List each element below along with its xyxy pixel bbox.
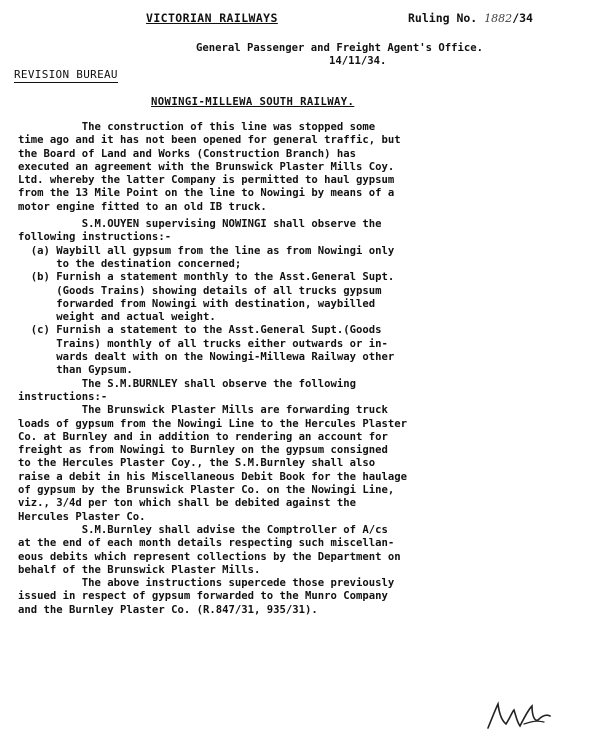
text-line: time ago and it has not been opened for general traffic, but (18, 134, 401, 147)
text-line: The above instructions supercede those previously (18, 577, 395, 590)
text-line: behalf of the Brunswick Plaster Mills. (18, 563, 261, 576)
text-line: of gypsum by the Brunswick Plaster Co. on the Nowingi Line, (18, 484, 395, 497)
text-line: Trains) monthly of all trucks either outwards or in- (18, 337, 388, 350)
text-line: Co. at Burnley and in addition to rendering an account for (18, 430, 388, 443)
text-line: issued in respect of gypsum forwarded to the Munro Company (18, 590, 388, 603)
list-item-a: (a) Waybill all gypsum from the line as from Nowingi only (18, 244, 395, 257)
text-line: raise a debit in his Miscellaneous Debit Book for the haulage (18, 470, 408, 483)
list-item-c: (c) Furnish a statement to the Asst.General Supt.(Goods (18, 324, 382, 337)
document-date: 14/11/34. (329, 55, 387, 68)
text-line: forwarded from Nowingi with destination, waybilled (18, 297, 376, 310)
text-line: loads of gypsum from the Nowingi Line to the Hercules Plaster (18, 417, 408, 430)
paragraph-burnley-instructions (18, 378, 584, 524)
document-title: VICTORIAN RAILWAYS (146, 11, 278, 25)
ruling-prefix: Ruling No. (408, 11, 478, 25)
ruling-number (408, 12, 533, 25)
office-name: General Passenger and Freight Agent's Office. (196, 42, 484, 54)
text-line: viz., 3/4d per ton which shall be debited against the (18, 497, 357, 510)
text-line: (Goods Trains) showing details of all trucks gypsum (18, 284, 382, 297)
text-line: wards dealt with on the Nowingi-Millewa Railway other (18, 351, 395, 364)
text-line: eous debits which represent collections by the Department on (18, 550, 401, 563)
text-line: Hercules Plaster Co. (18, 510, 146, 523)
text-line: instructions:- (18, 390, 108, 403)
text-line: the Board of Land and Works (Construction Branch) has (18, 147, 357, 160)
office-block (196, 42, 483, 69)
paragraph-comptroller (18, 524, 584, 577)
revision-bureau-stamp: REVISION BUREAU (14, 68, 118, 83)
text-line: The construction of this line was stopped some (18, 121, 376, 133)
list-item-b: (b) Furnish a statement monthly to the Asst.General Supt. (18, 271, 395, 284)
text-line: and the Burnley Plaster Co. (R.847/31, 935/31). (18, 603, 318, 616)
text-line: motor engine fitted to an old IB truck. (18, 200, 267, 213)
text-line: freight as from Nowingi to Burnley on the gypsum consigned (18, 444, 388, 457)
text-line: than Gypsum. (18, 364, 133, 377)
ruling-handwritten-number: 1882 (484, 12, 513, 25)
section-heading: NOWINGI-MILLEWA SOUTH RAILWAY. (151, 96, 355, 108)
text-line: The S.M.BURNLEY shall observe the following (18, 377, 357, 390)
text-line: to the destination concerned; (18, 257, 242, 270)
text-line: weight and actual weight. (18, 311, 216, 324)
text-line: S.M.Burnley shall advise the Comptroller of A/cs (18, 523, 388, 536)
text-line: S.M.OUYEN supervising NOWINGI shall observe the (18, 218, 382, 231)
paragraph-construction (18, 121, 584, 214)
ruling-body (18, 121, 584, 617)
handwritten-signature (484, 700, 554, 732)
text-line: at the end of each month details respecting such miscellan- (18, 537, 395, 550)
text-line: executed an agreement with the Brunswick Plaster Mills Coy. (18, 160, 395, 173)
text-line: from the 13 Mile Point on the line to Nowingi by means of a (18, 187, 395, 200)
text-line: to the Hercules Plaster Coy., the S.M.Burnley shall also (18, 457, 376, 470)
text-line: The Brunswick Plaster Mills are forwarding truck (18, 404, 388, 417)
text-line: following instructions:- (18, 231, 172, 244)
paragraph-ouyen-instructions (18, 218, 584, 378)
text-line: Ltd. whereby the latter Company is permitted to haul gypsum (18, 174, 395, 187)
paragraph-supersede (18, 577, 584, 617)
ruling-suffix: /34 (512, 11, 533, 25)
